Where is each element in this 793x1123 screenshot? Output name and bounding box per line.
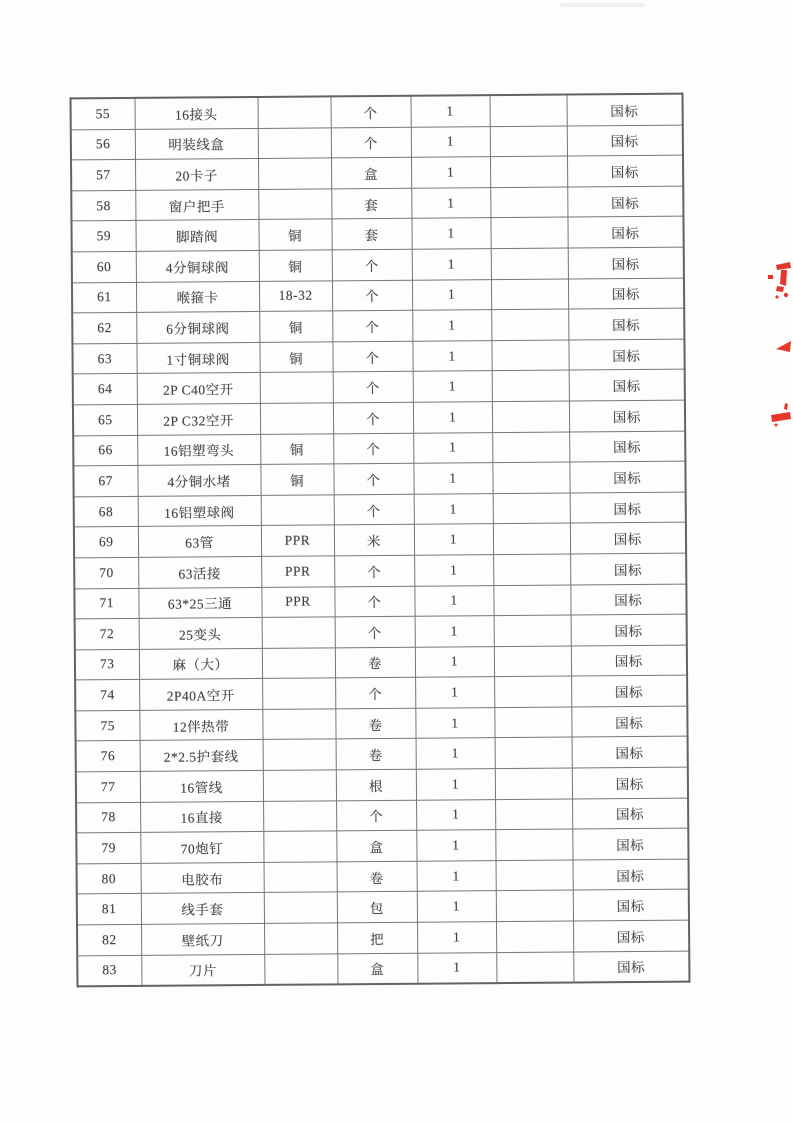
cell-item-name: 2P C40空开 [137, 373, 260, 405]
cell-spec [262, 709, 335, 740]
cell-row-number: 81 [77, 894, 141, 925]
cell-blank [494, 707, 571, 738]
cell-spec [264, 923, 337, 954]
cell-quantity: 1 [417, 952, 496, 984]
cell-row-number: 66 [73, 435, 137, 466]
cell-blank [490, 95, 567, 127]
table-row [77, 890, 689, 925]
cell-quantity: 1 [412, 249, 491, 280]
cell-unit: 盒 [336, 830, 416, 861]
cell-item-name: 线手套 [141, 893, 264, 925]
cell-blank [492, 401, 569, 432]
cell-item-name: 明装线盒 [135, 128, 258, 160]
scan-smudge [560, 3, 645, 7]
cell-standard: 国标 [567, 186, 683, 218]
table-row [71, 186, 683, 221]
cell-spec [258, 127, 331, 158]
cell-row-number: 73 [75, 649, 139, 680]
cell-item-name: 6分铜球阀 [136, 312, 259, 344]
cell-row-number: 62 [72, 313, 136, 344]
cell-quantity: 1 [411, 95, 490, 127]
cell-row-number: 78 [76, 802, 140, 833]
cell-standard: 国标 [572, 798, 688, 830]
cell-spec [262, 678, 335, 709]
cell-item-name: 16铝塑球阀 [138, 495, 261, 527]
cell-spec: 铜 [260, 433, 333, 464]
materials-table [70, 93, 691, 988]
cell-unit: 卷 [335, 647, 415, 678]
cell-quantity: 1 [415, 646, 494, 677]
cell-blank [494, 676, 571, 707]
table-row [75, 645, 687, 680]
cell-row-number: 58 [71, 190, 135, 221]
cell-blank [493, 554, 570, 585]
cell-blank [493, 585, 570, 616]
cell-row-number: 74 [75, 680, 139, 711]
cell-unit: 个 [335, 678, 415, 709]
cell-item-name: 63*25三通 [138, 587, 261, 619]
cell-quantity: 1 [414, 555, 493, 586]
cell-standard: 国标 [570, 522, 686, 554]
cell-unit: 个 [332, 249, 412, 280]
cell-spec [263, 770, 336, 801]
cell-item-name: 16接头 [135, 97, 258, 129]
cell-standard: 国标 [572, 767, 688, 799]
cell-standard: 国标 [569, 431, 685, 463]
cell-unit: 套 [331, 188, 411, 219]
cell-blank [496, 921, 573, 952]
cell-standard: 国标 [568, 278, 684, 310]
cell-quantity: 1 [412, 310, 491, 341]
cell-spec [263, 801, 336, 832]
cell-quantity: 1 [411, 126, 490, 157]
cell-spec: 铜 [258, 219, 331, 250]
table-row [72, 308, 684, 343]
cell-item-name: 16直接 [140, 801, 263, 833]
cell-spec: 铜 [259, 311, 332, 342]
cell-quantity: 1 [417, 860, 496, 891]
cell-standard: 国标 [568, 308, 684, 340]
cell-item-name: 25变头 [139, 618, 262, 650]
cell-quantity: 1 [414, 493, 493, 524]
cell-spec [261, 495, 334, 526]
cell-row-number: 76 [76, 741, 140, 772]
cell-spec: PPR [261, 556, 334, 587]
cell-item-name: 脚踏阀 [135, 220, 258, 252]
table-row [74, 492, 686, 527]
cell-standard: 国标 [569, 461, 685, 493]
table-row [76, 767, 688, 802]
table-row [77, 859, 689, 894]
cell-standard: 国标 [572, 828, 688, 860]
cell-item-name: 窗户把手 [135, 189, 258, 221]
cell-standard: 国标 [570, 492, 686, 524]
cell-blank [495, 829, 572, 860]
cell-row-number: 70 [74, 557, 138, 588]
cell-item-name: 63活接 [138, 556, 261, 588]
cell-unit: 个 [333, 372, 413, 403]
cell-row-number: 56 [71, 129, 135, 160]
cell-spec [264, 892, 337, 923]
cell-spec: 铜 [259, 250, 332, 281]
cell-quantity: 1 [416, 799, 495, 830]
cell-unit: 个 [332, 280, 412, 311]
cell-blank [491, 340, 568, 371]
cell-row-number: 68 [74, 496, 138, 527]
cell-row-number: 75 [75, 710, 139, 741]
cell-blank [490, 126, 567, 157]
cell-blank [490, 217, 567, 248]
cell-item-name: 电胶布 [141, 862, 264, 894]
cell-row-number: 79 [76, 833, 140, 864]
cell-row-number: 65 [73, 404, 137, 435]
cell-row-number: 71 [74, 588, 138, 619]
cell-standard: 国标 [571, 706, 687, 738]
cell-quantity: 1 [411, 187, 490, 218]
cell-unit: 卷 [336, 739, 416, 770]
table-row [73, 431, 685, 466]
cell-blank [492, 370, 569, 401]
cell-blank [492, 432, 569, 463]
cell-quantity: 1 [414, 585, 493, 616]
cell-row-number: 77 [76, 771, 140, 802]
table-row [73, 461, 685, 496]
cell-unit: 卷 [337, 861, 417, 892]
table-row [74, 553, 686, 588]
cell-spec [262, 617, 335, 648]
cell-item-name: 壁纸刀 [141, 923, 264, 955]
cell-item-name: 2P C32空开 [137, 403, 260, 435]
cell-blank [491, 279, 568, 310]
cell-blank [492, 462, 569, 493]
cell-item-name: 麻（大） [139, 648, 262, 680]
table-row [76, 828, 688, 863]
cell-item-name: 16管线 [140, 770, 263, 802]
cell-blank [490, 187, 567, 218]
cell-blank [491, 309, 568, 340]
cell-quantity: 1 [412, 340, 491, 371]
red-seal-fragment-middle-icon [774, 341, 793, 354]
cell-unit: 个 [334, 494, 414, 525]
cell-quantity: 1 [413, 371, 492, 402]
table-row [76, 798, 688, 833]
cell-standard: 国标 [569, 400, 685, 432]
cell-blank [494, 615, 571, 646]
table-row [71, 216, 683, 251]
table-row [73, 400, 685, 435]
red-seal-fragment-top-icon [768, 262, 793, 300]
table-row [75, 706, 687, 741]
cell-item-name: 70炮钉 [140, 832, 263, 864]
cell-quantity: 1 [415, 616, 494, 647]
cell-standard: 国标 [571, 675, 687, 707]
cell-unit: 包 [337, 892, 417, 923]
cell-unit: 个 [332, 341, 412, 372]
cell-blank [491, 248, 568, 279]
cell-unit: 个 [331, 96, 411, 128]
cell-standard: 国标 [573, 890, 689, 922]
cell-unit: 个 [336, 800, 416, 831]
cell-unit: 把 [337, 922, 417, 953]
cell-spec [260, 403, 333, 434]
cell-unit: 个 [334, 586, 414, 617]
cell-unit: 根 [336, 769, 416, 800]
cell-blank [494, 646, 571, 677]
cell-unit: 个 [333, 402, 413, 433]
cell-standard: 国标 [572, 737, 688, 769]
cell-item-name: 1寸铜球阀 [136, 342, 259, 374]
table-row [76, 737, 688, 772]
cell-spec [260, 372, 333, 403]
cell-blank [496, 860, 573, 891]
cell-spec [258, 96, 331, 128]
cell-blank [493, 493, 570, 524]
table-row [77, 920, 689, 955]
cell-row-number: 83 [77, 955, 141, 987]
cell-spec [264, 953, 337, 985]
cell-spec: 铜 [259, 342, 332, 373]
cell-spec [258, 158, 331, 189]
cell-quantity: 1 [413, 402, 492, 433]
cell-quantity: 1 [413, 463, 492, 494]
cell-quantity: 1 [416, 769, 495, 800]
cell-blank [493, 523, 570, 554]
cell-item-name: 63管 [138, 526, 261, 558]
table-row [72, 339, 684, 374]
cell-item-name: 2P40A空开 [139, 679, 262, 711]
cell-standard: 国标 [567, 94, 683, 126]
table-row [75, 614, 687, 649]
cell-standard: 国标 [568, 339, 684, 371]
cell-item-name: 2*2.5护套线 [140, 740, 263, 772]
cell-unit: 个 [333, 463, 413, 494]
table-row [71, 94, 683, 130]
cell-spec [264, 862, 337, 893]
cell-row-number: 80 [77, 863, 141, 894]
cell-blank [495, 799, 572, 830]
cell-spec [258, 189, 331, 220]
table-row [74, 522, 686, 557]
table-row [72, 247, 684, 282]
materials-table-body [71, 94, 690, 987]
cell-spec [262, 648, 335, 679]
cell-standard: 国标 [567, 155, 683, 187]
cell-quantity: 1 [411, 157, 490, 188]
table-row [75, 675, 687, 710]
cell-row-number: 60 [72, 251, 136, 282]
cell-spec: 铜 [260, 464, 333, 495]
cell-item-name: 刀片 [141, 954, 264, 986]
cell-row-number: 67 [73, 466, 137, 497]
cell-blank [495, 768, 572, 799]
cell-unit: 个 [335, 616, 415, 647]
cell-spec: PPR [261, 586, 334, 617]
cell-quantity: 1 [413, 432, 492, 463]
table-row [77, 951, 689, 987]
cell-unit: 套 [331, 219, 411, 250]
table-row [71, 125, 683, 160]
cell-quantity: 1 [414, 524, 493, 555]
cell-item-name: 喉箍卡 [136, 281, 259, 313]
cell-standard: 国标 [568, 247, 684, 279]
cell-item-name: 4分铜球阀 [136, 250, 259, 282]
cell-quantity: 1 [416, 830, 495, 861]
cell-row-number: 72 [75, 618, 139, 649]
cell-standard: 国标 [570, 584, 686, 616]
cell-row-number: 59 [71, 221, 135, 252]
cell-blank [490, 156, 567, 187]
cell-standard: 国标 [573, 920, 689, 952]
cell-quantity: 1 [412, 279, 491, 310]
cell-item-name: 4分铜水堵 [137, 465, 260, 497]
cell-row-number: 63 [72, 343, 136, 374]
cell-standard: 国标 [567, 216, 683, 248]
cell-unit: 个 [333, 433, 413, 464]
cell-quantity: 1 [411, 218, 490, 249]
cell-spec: PPR [261, 525, 334, 556]
cell-spec [263, 831, 336, 862]
cell-row-number: 55 [71, 98, 135, 130]
table-row [71, 155, 683, 190]
cell-quantity: 1 [417, 891, 496, 922]
cell-standard: 国标 [573, 951, 689, 983]
cell-quantity: 1 [415, 707, 494, 738]
cell-standard: 国标 [573, 859, 689, 891]
cell-standard: 国标 [567, 125, 683, 157]
table-row [72, 278, 684, 313]
cell-standard: 国标 [571, 645, 687, 677]
cell-unit: 盒 [331, 157, 411, 188]
cell-standard: 国标 [571, 614, 687, 646]
cell-quantity: 1 [415, 677, 494, 708]
cell-unit: 卷 [335, 708, 415, 739]
cell-blank [496, 952, 573, 984]
cell-unit: 个 [331, 127, 411, 158]
cell-spec: 18-32 [259, 280, 332, 311]
cell-row-number: 82 [77, 924, 141, 955]
cell-standard: 国标 [570, 553, 686, 585]
cell-row-number: 57 [71, 160, 135, 191]
cell-row-number: 69 [74, 527, 138, 558]
cell-unit: 盒 [337, 953, 417, 985]
cell-unit: 米 [334, 525, 414, 556]
cell-standard: 国标 [569, 369, 685, 401]
red-seal-fragment-bottom-icon [770, 403, 793, 427]
cell-item-name: 20卡子 [135, 159, 258, 191]
table-row [73, 369, 685, 404]
cell-row-number: 61 [72, 282, 136, 313]
cell-item-name: 12伴热带 [139, 709, 262, 741]
cell-unit: 个 [332, 310, 412, 341]
cell-quantity: 1 [416, 738, 495, 769]
cell-blank [495, 737, 572, 768]
cell-quantity: 1 [417, 922, 496, 953]
cell-row-number: 64 [73, 374, 137, 405]
table-row [74, 584, 686, 619]
cell-spec [263, 739, 336, 770]
cell-item-name: 16铝塑弯头 [137, 434, 260, 466]
cell-blank [496, 890, 573, 921]
cell-unit: 个 [334, 555, 414, 586]
